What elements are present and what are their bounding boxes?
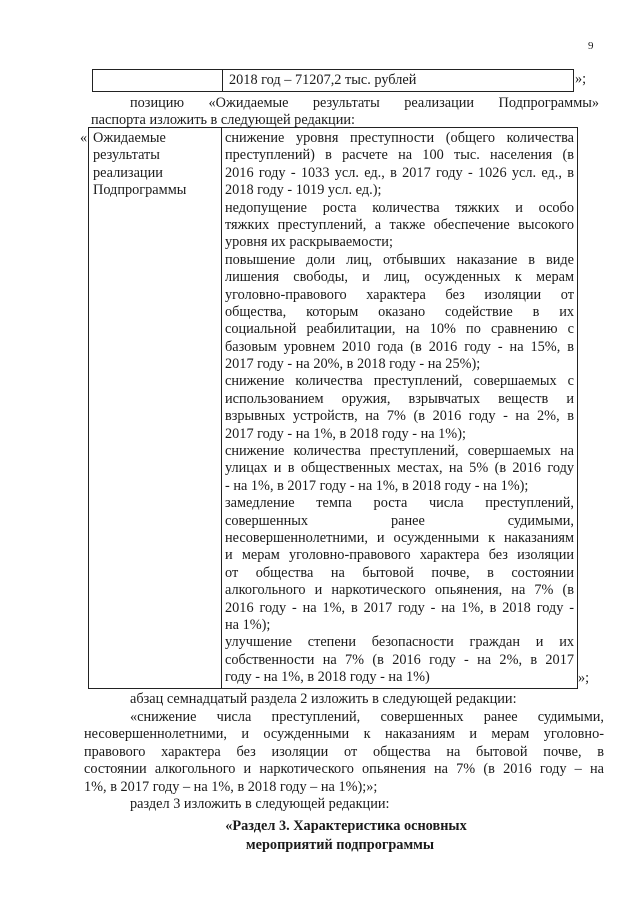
section-heading [0,818,640,856]
result-line: снижение количества преступлений, совершаемых на [225,443,574,460]
instruction-line-1: позицию «Ожидаемые результаты реализации Подпрограммы» [130,95,599,111]
amendment-line: абзац семнадцатый раздела 2 изложить в следующей редакции: [130,691,517,707]
result-line: - на 1%, в 2017 году - на 1%, в 2018 году - на 1%); [225,477,529,494]
result-line: 2018 году - 1019 усл. ед.); [225,182,382,199]
result-line: базовым уровнем 2010 года (в 2016 году - на 15%, в [225,338,574,355]
amendment-line: несовершеннолетними, и осужденными к наказаниям и мерам уголовно- [84,726,604,742]
amendment-line: раздел 3 изложить в следующей редакции: [130,796,390,812]
result-line: тяжких преступлений, а также обеспечение высокого [225,216,574,233]
result-line: общества, которым оказано содействие в их [225,303,574,320]
row-title-line: Ожидаемые [93,130,166,146]
result-line: и мерам уголовно-правового характера без изоляции [225,547,574,564]
result-line: собственности на 7% (в 2016 году - на 2%, в 2017 [225,651,574,668]
result-line: замедление темпа роста числа преступлений, [225,495,574,512]
result-line: уровня их раскрываемости; [225,234,393,251]
closing-quote: »; [578,670,590,686]
section-heading-line: мероприятий подпрограммы [245,837,435,853]
result-line: недопущение роста количества тяжких и особо [225,199,574,216]
opening-quote: « [80,130,88,146]
amendment-line: правового характера без изоляции от общества на бытовой почве, в [84,743,604,760]
result-line: несовершеннолетними, и осужденными к наказаниям [225,529,574,546]
result-line: улучшение степени безопасности граждан и их [225,634,574,651]
result-line: лишения свободы, и лиц, осужденных к мерам [225,269,574,286]
instruction-line-2: паспорта изложить в следующей редакции: [91,112,355,128]
amendment-line: 1%, в 2017 году – на 1%, в 2018 году – на 1%);»; [84,778,378,795]
result-line: уголовно-правового характера без изоляции от [225,286,574,303]
result-line: на 1%); [225,616,271,633]
result-line: совершенных ранее судимыми, [225,512,574,529]
page-number: 9 [588,40,594,52]
result-line: 2017 году - на 20%, в 2018 году - на 25%); [225,356,481,373]
row-title-line: реализации [93,164,163,181]
closing-quote: »; [575,71,587,87]
row-title-line: Подпрограммы [93,182,187,199]
result-line: алкогольного и наркотического опьянения, на 7% (в [225,582,574,599]
table-column-divider [222,70,223,91]
row-title-line: результаты [93,147,160,164]
result-line: взрывных устройств, на 7% (в 2016 году - на 2%, в [225,408,574,425]
result-line: снижение количества преступлений, совершаемых с [225,373,574,390]
result-line: 2016 году - 1033 усл. ед., в 2017 году - 1026 усл. ед., в [225,164,574,181]
result-line: 2016 году - на 1%, в 2017 году - на 1%, в 2018 году - [225,599,574,616]
result-line: снижение уровня преступности (общего количества [225,130,574,146]
amendment-line: состоянии алкогольного и наркотического опьянения на 7% (в 2016 году – на [84,761,604,777]
budget-table-row [92,69,574,92]
table-column-divider [221,128,222,688]
result-line: повышение доли лиц, отбывших наказание в виде [225,251,574,268]
amendment-line: «снижение числа преступлений, совершенных ранее судимыми, [130,708,604,725]
expected-results-cell [225,130,574,687]
result-line: 2017 году - на 1%, в 2018 году - на 1%); [225,425,466,442]
budget-2018-cell: 2018 год – 71207,2 тыс. рублей [229,72,417,88]
result-line: от общества на бытовой почве, в состоянии [225,564,574,581]
amendment-text [84,691,604,814]
result-line: социальной реабилитации, на 10% по сравнению с [225,321,574,338]
result-line: преступлений) в расчете на 100 тыс. населения (в [225,147,574,164]
row-title-cell [93,130,186,200]
result-line: улицах и в общественных местах, на 5% (в 2016 году [225,460,574,477]
result-line: использованием оружия, взрывчатых веществ и [225,390,574,407]
result-line: году - на 1%, в 2018 году - на 1%) [225,669,430,686]
section-heading-line: «Раздел 3. Характеристика основных [225,818,467,834]
